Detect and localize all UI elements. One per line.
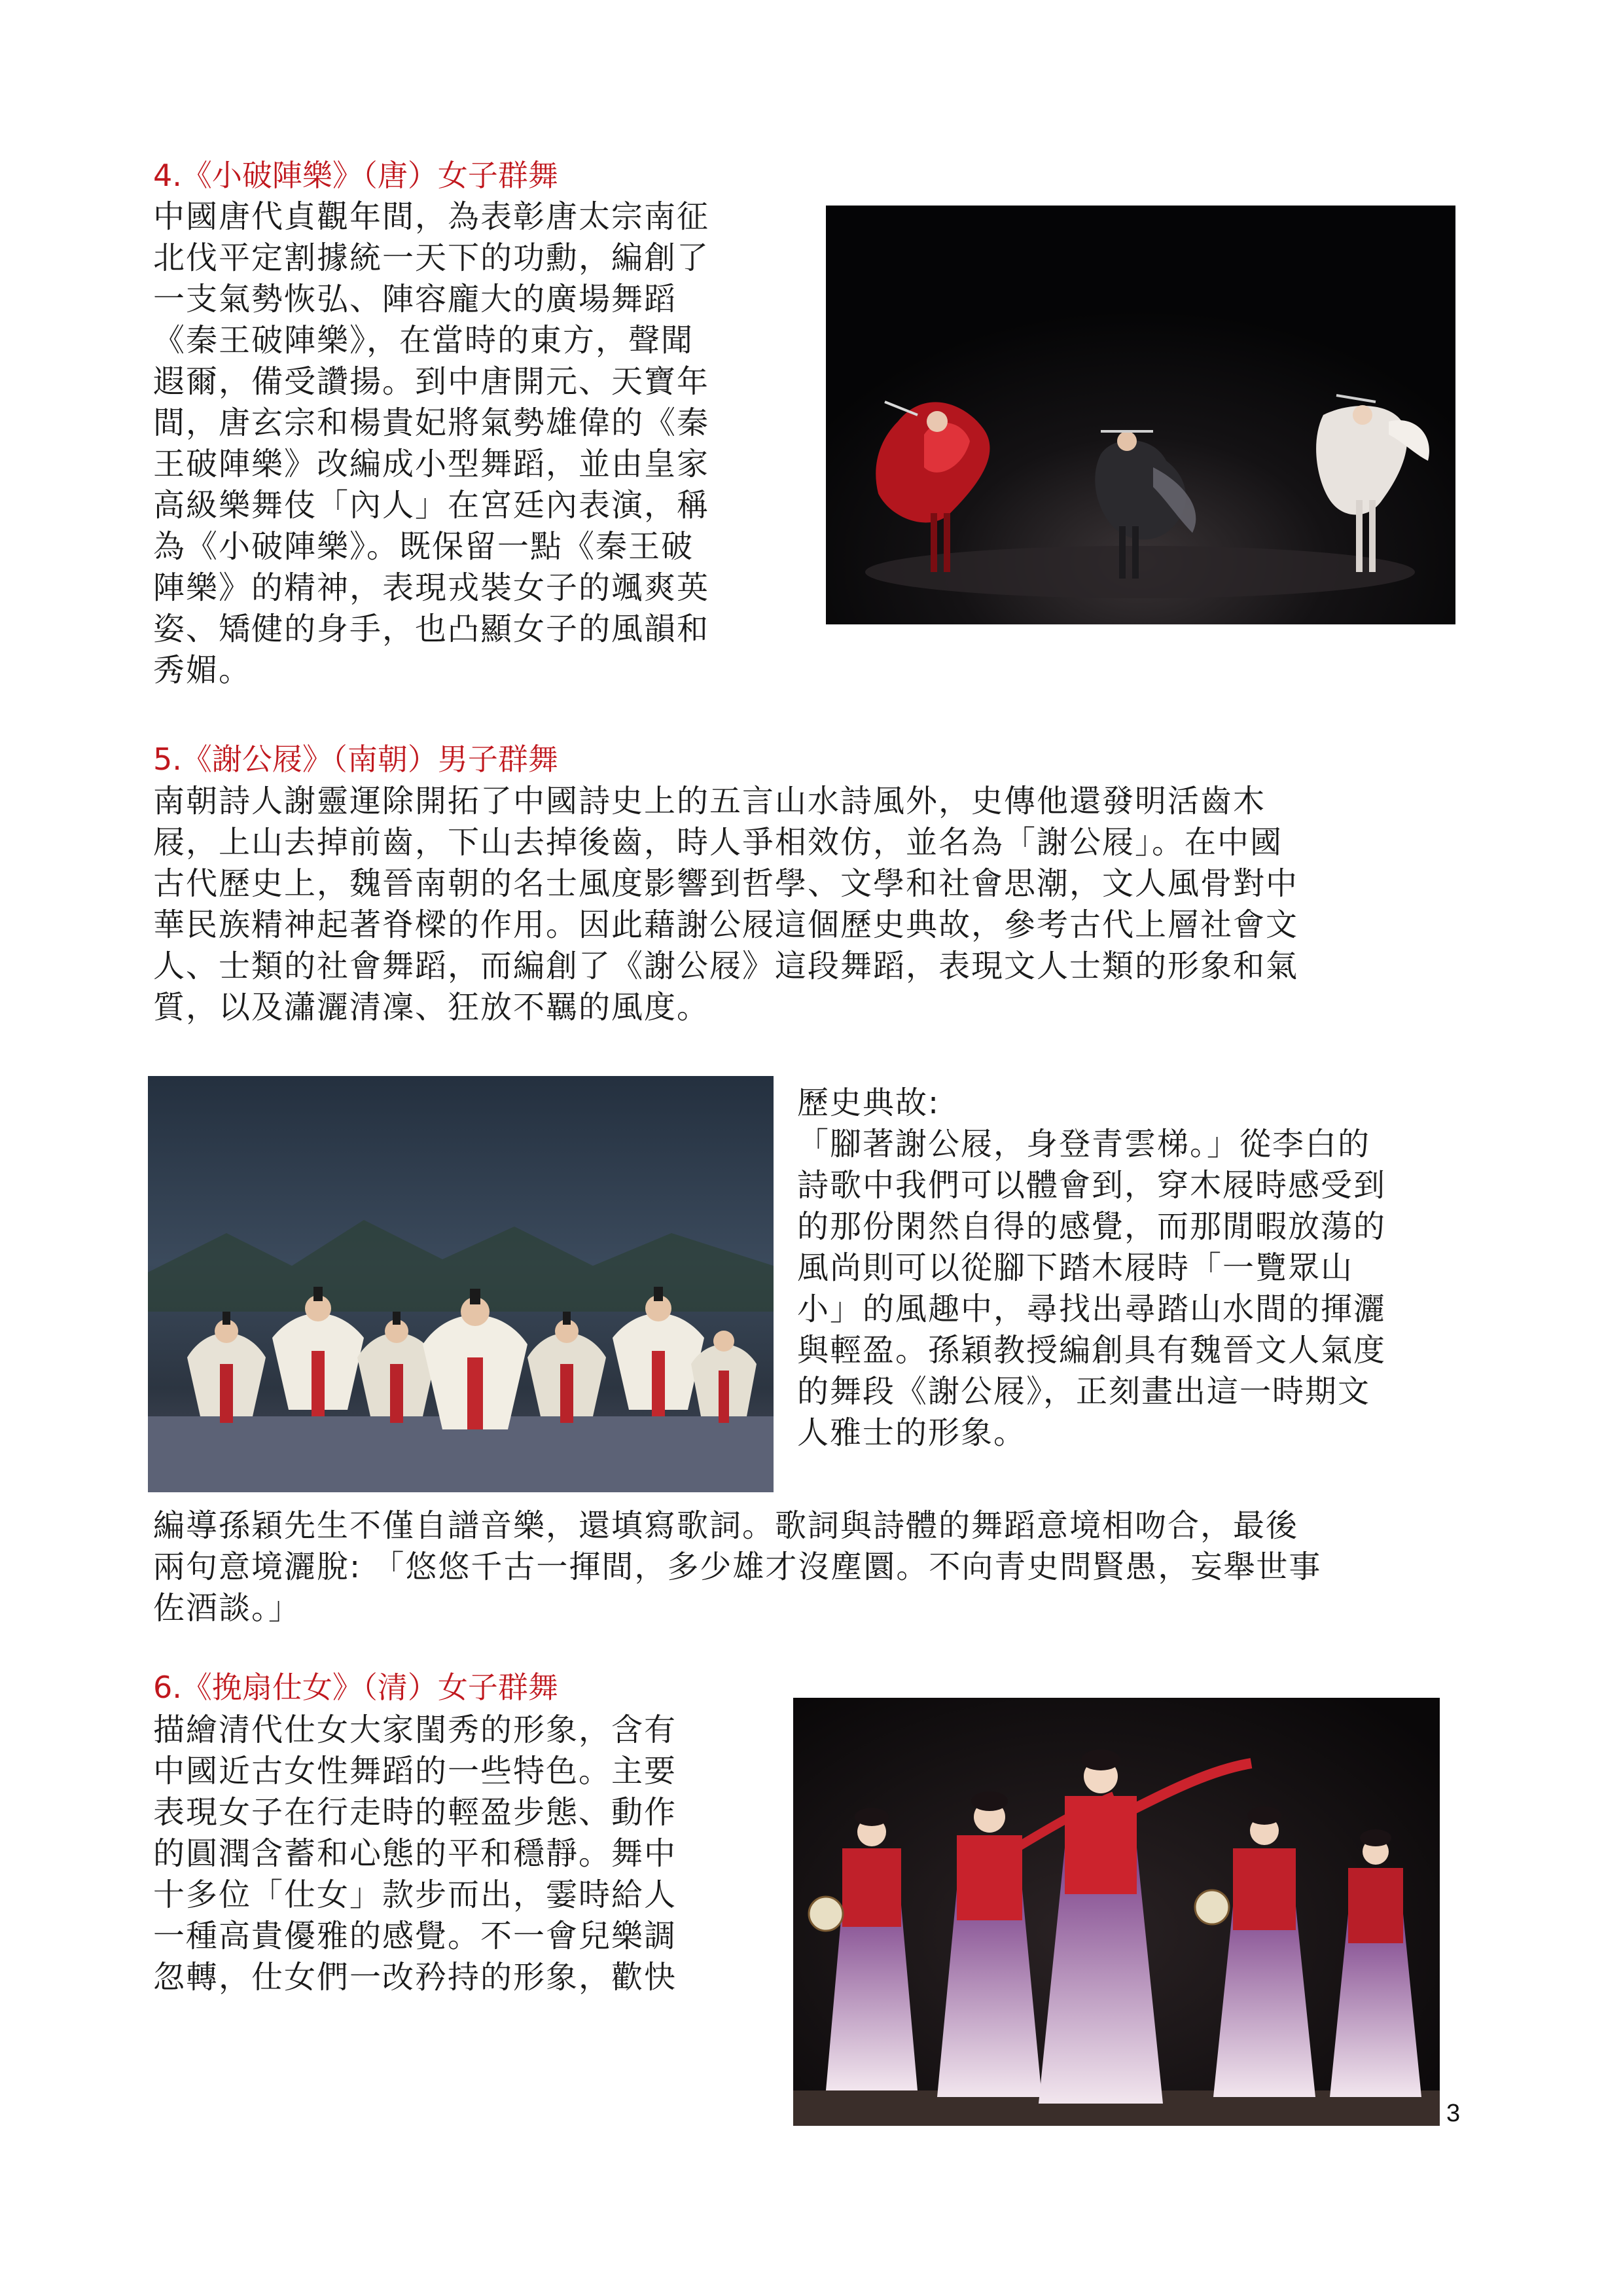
section6-paragraph [153,1710,762,1998]
text-line: 質，以及瀟灑清凜、狂放不羈的風度。 [153,989,710,1026]
dance-photo-xiao-po-zhen-yue [826,206,1455,624]
text-line: 十多位「仕女」款步而出，霎時給人 [153,1876,677,1913]
section5-heading: 5.《謝公屐》（南朝）男子群舞 [153,742,558,777]
text-line: 的那份閑然自得的感覺，而那閒暇放蕩的 [797,1208,1387,1245]
text-line: 人雅士的形象。 [797,1414,1027,1451]
text-line: 歷史典故: [797,1085,940,1121]
text-line: 一種高貴優雅的感覺。不一會兒樂調 [153,1918,677,1954]
text-line: 兩句意境灑脫: 「悠悠千古一揮間，多少雄才沒塵圜。不向青史問賢愚，妄舉世事 [153,1549,1322,1585]
dance-photo-wan-shan-shi-nv [793,1698,1440,2126]
text-line: 與輕盈。孫穎教授編創具有魏晉文人氣度 [797,1332,1387,1369]
text-line: 《秦王破陣樂》，在當時的東方，聲聞 [153,322,694,359]
text-line: 小」的風趣中，尋找出尋踏山水間的揮灑 [797,1291,1387,1327]
text-line: 南朝詩人謝靈運除開拓了中國詩史上的五言山水詩風外，史傳他還發明活齒木 [153,783,1266,819]
text-line: 編導孫穎先生不僅自譜音樂，還填寫歌詞。歌詞與詩體的舞蹈意境相吻合，最後 [153,1507,1299,1544]
text-line: 秀媚。 [153,652,252,689]
text-line: 的舞段《謝公屐》，正刻畫出這一時期文 [797,1373,1371,1410]
text-line: 風尚則可以從腳下踏木屐時「一覽眾山 [797,1249,1354,1286]
section6-heading: 6.《挽扇仕女》（清）女子群舞 [153,1670,558,1705]
text-line: 為《小破陣樂》。既保留一點《秦王破 [153,528,694,565]
text-line: 詩歌中我們可以體會到，穿木屐時感受到 [797,1167,1387,1204]
dance-photo-xie-gong-ji [148,1076,774,1492]
text-line: 古代歷史上，魏晉南朝的名士風度影響到哲學、文學和社會思潮，文人風骨對中 [153,865,1299,902]
text-line: 「腳著謝公屐，身登青雲梯。」從李白的 [797,1126,1371,1162]
text-line: 一支氣勢恢弘、陣容龐大的廣場舞蹈 [153,281,677,317]
text-line: 表現女子在行走時的輕盈步態、動作 [153,1794,677,1831]
page-number: 3 [1446,2100,1461,2127]
text-line: 高級樂舞伎「內人」在宮廷內表演，稱 [153,487,710,524]
text-line: 人、士類的社會舞蹈，而編創了《謝公屐》這段舞蹈，表現文人士類的形象和氣 [153,948,1299,984]
section5-closing-paragraph [153,1505,1453,1629]
text-line: 中國唐代貞觀年間，為表彰唐太宗南征 [153,198,710,235]
text-line: 王破陣樂》改編成小型舞蹈，並由皇家 [153,446,710,482]
text-line: 華民族精神起著脊樑的作用。因此藉謝公屐這個歷史典故，參考古代上層社會文 [153,906,1299,943]
text-line: 屐，上山去掉前齒，下山去掉後齒，時人爭相效仿，並名為「謝公屐」。在中國 [153,824,1283,861]
text-line: 姿、矯健的身手，也凸顯女子的風韻和 [153,611,710,647]
text-line: 中國近古女性舞蹈的一些特色。主要 [153,1753,677,1789]
text-line: 陣樂》的精神，表現戎裝女子的颯爽英 [153,569,710,606]
section5-paragraph [153,781,1453,1028]
text-line: 北伐平定割據統一天下的功勳，編創了 [153,240,710,276]
text-line: 佐酒談。」 [153,1590,302,1626]
text-line: 忽轉，仕女們一改矜持的形象，歡快 [153,1959,677,1996]
text-line: 遐爾，備受讚揚。到中唐開元、天寶年 [153,363,710,400]
history-note [797,1083,1454,1454]
text-line: 描繪清代仕女大家閨秀的形象，含有 [153,1712,677,1748]
section4-heading: 4.《小破陣樂》（唐）女子群舞 [153,158,558,193]
section4-paragraph [153,196,794,691]
text-line: 的圓潤含蓄和心態的平和穩靜。舞中 [153,1835,677,1872]
text-line: 間，唐玄宗和楊貴妃將氣勢雄偉的《秦 [153,404,710,441]
